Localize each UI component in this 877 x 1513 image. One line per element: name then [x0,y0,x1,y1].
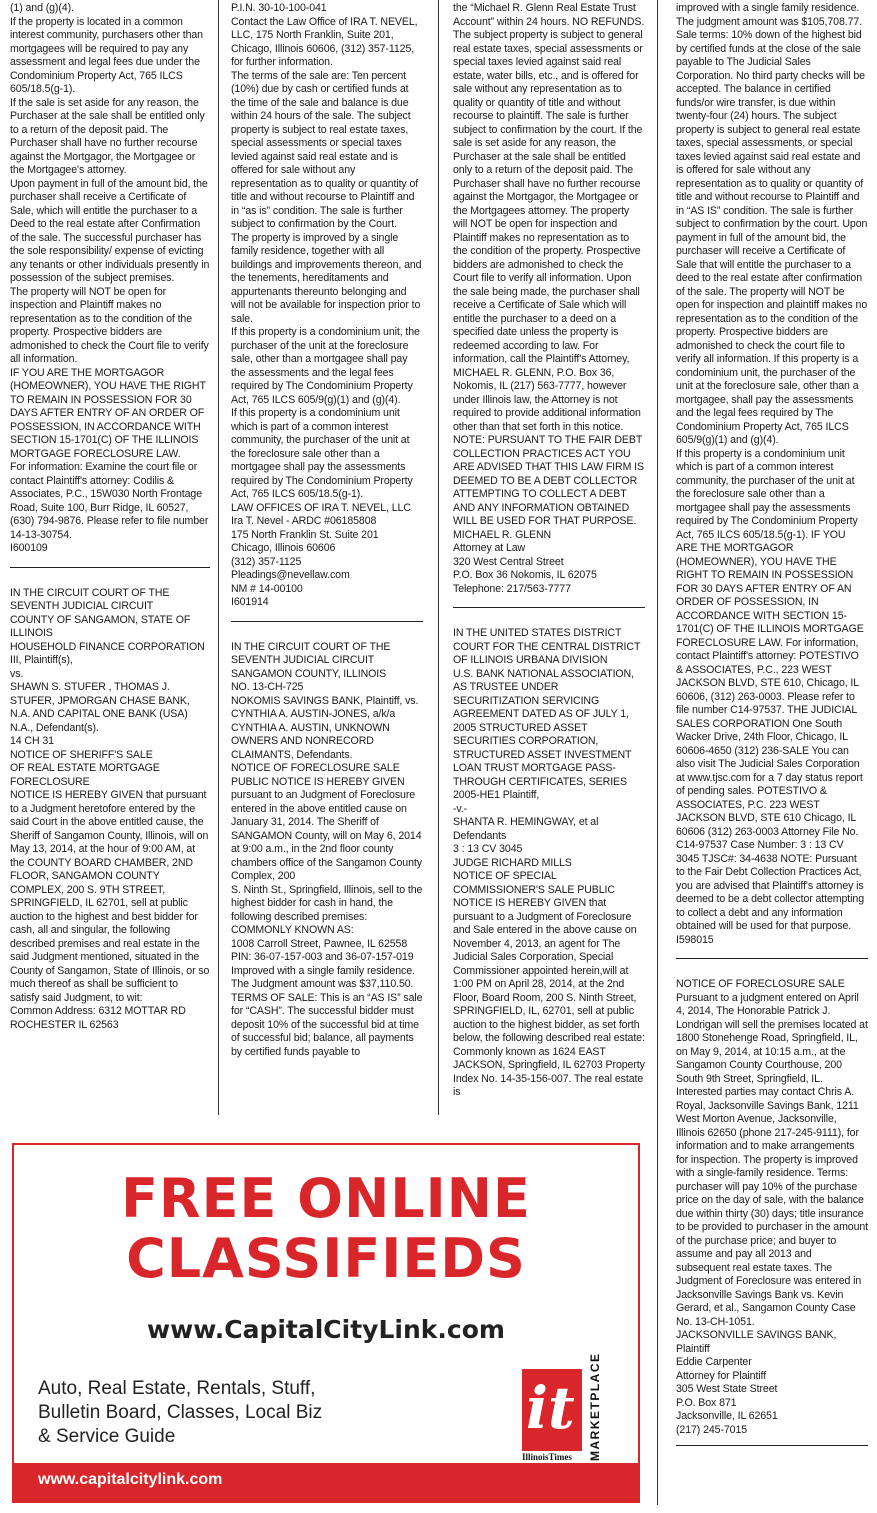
column-divider [218,0,219,1115]
legal-notice-austin: IN THE CIRCUIT COURT OF THE SEVENTH JUDICIAL CIRCUIT SANGAMON COUNTY, ILLINOIS NO. 13-CH-725 NOKOMIS SAVINGS BANK, Plaintiff, vs. CYNTHIA A. AUSTIN-JONES, a/k/a CYNTHIA A. AUSTIN, UNKNOWN OWNERS AND NONRECORD CLAIMANTS, Defendants. NOTICE OF FORECLOSURE SALE PUBLIC NOTICE IS HEREBY GIVEN pursuant to an Judgment of Foreclosure entered in the above entitled cause on January 31, 2014. The Sheriff of SANGAMON County, will on May 6, 2014 at 9:00 a.m., in the 2nd floor county chambers office of the Sangamon County Complex, 200 S. Ninth St., Springfield, Illinois, sell to the highest bidder for cash in hand, the following described premises: COMMONLY KNOWN AS: 1008 Carroll Street, Pawnee, IL 62558 PIN: 36-07-157-003 and 36-07-157-019 Improved with a single family residence. The Judgment amount was $37,110.50. TERMS OF SALE: This is an “AS IS” sale for “CASH”. The successful bidder must deposit 10% of the successful bid at time of successful bid; balance, all payments by certified funds payable to [231,640,423,1058]
ad-footer-link[interactable]: www.capitalcitylink.com [38,1471,223,1488]
notice-divider [10,567,210,568]
ad-website-link[interactable]: www.CapitalCityLink.com [147,1315,505,1344]
ad-headline-line-2: CLASSIFIEDS [126,1227,526,1290]
classifieds-ad[interactable] [12,1143,640,1503]
legal-notice-glenn: the “Michael R. Glenn Real Estate Trust Account” within 24 hours. NO REFUNDS. The subject property is subject to general real estate taxes, special assessments or special taxes levied against said real estate, water bills, etc., and is offered for sale without any representation as to quality or quantity of title and without recourse to plaintiff. The sale is further subject to confirmation by the court. If the sale is set aside for any reason, the Purchaser at the sale shall be entitled only to a return of the deposit paid. The Purchaser shall have no further recourse against the Mortgagor, the Mortgagee or the Mortgagees attorney. The property will NOT be open for inspection and Plaintiff makes no representation as to the condition of the property. Prospective bidders are admonished to check the Court file to verify all information. Upon the sale being made, the purchaser shall receive a Certificate of Sale which will entitle the purchaser to a deed on a specified date unless the property is redeemed according to law. For information, call the Plaintiff's Attorney, MICHAEL R. GLENN, P.O. Box 36, Nokomis, IL (217) 563-7777, however under Illinois law, the Attorney is not required to provide additional information other than that set forth in this notice. NOTE: PURSUANT TO THE FAIR DEBT COLLECTION PRACTICES ACT YOU ARE ADVISED THAT THIS LAW FIRM IS DEEMED TO BE A DEBT COLLECTOR ATTEMPTING TO COLLECT A DEBT AND ANY INFORMATION OBTAINED WILL BE USED FOR THAT PURPOSE. MICHAEL R. GLENN Attorney at Law 320 West Central Street P.O. Box 36 Nokomis, IL 62075 Telephone: 217/563-7777 [453,2,645,595]
logo-wordmark: IllinoisTimes [522,1452,572,1462]
ad-categories: Auto, Real Estate, Rentals, Stuff, Bulletin Board, Classes, Local Biz & Service Guide [38,1378,323,1447]
notice-divider [231,621,423,622]
legal-column-4 [676,2,868,1465]
legal-notice-nevel: P.I.N. 30-10-100-041 Contact the Law Office of IRA T. NEVEL, LLC, 175 North Franklin, Suite 201, Chicago, Illinois 60606, (312) 357-1125, for further information. The terms of the sale are: Ten percent (10%) due by cash or certified funds at the time of the sale and balance is due within 24 hours of the sale. The subject property is subject to real estate taxes, special assessments or special taxes levied against said real estate and is offered for sale without any representation as to quality or quantity of title and without recourse to Plaintiff and in “as is” condition. The sale is further subject to confirmation by the Court. The property is improved by a single family residence, together with all buildings and improvements thereon, and the tenements, hereditaments and appurtenants thereunto belonging and will not be available for inspection prior to sale. If this property is a condominium unit, the purchaser of the unit at the foreclosure sale, other than a mortgagee shall pay the assessments and the legal fees required by The Condominium Property Act, 765 ILCS 605/9(g)(1) and (g)(4). If this property is a condominium unit which is part of a common interest community, the purchaser of the unit at the foreclosure sale other than a mortgagee shall pay the assessments required by The Condominium Property Act, 765 ILCS 605/18.5(g-1). LAW OFFICES OF IRA T. NEVEL, LLC Ira T. Nevel - ARDC #06185808 175 North Franklin St. Suite 201 Chicago, Illinois 60606 (312) 357-1125 Pleadings@nevellaw.com NM # 14-00100 I601914 [231,2,422,608]
column-divider [657,0,658,1505]
notice-divider [676,958,868,959]
ad-headline [14,1169,638,1289]
legal-column-2 [231,2,423,1059]
column-divider [438,0,439,1115]
legal-notice-potestivo: improved with a single family residence. The judgment amount was $105,708.77. Sale terms: 10% down of the highest bid by certified funds at the close of the sale payable to The Judicial Sales Corporation. No third party checks will be accepted. The balance in certified funds/or wire transfer, is due within twenty-four (24) hours. The subject property is subject to general real estate taxes, special assessments, or special taxes levied against said real estate and is offered for sale without any representation as to quality or quantity of title and without recourse to Plaintiff and in “AS IS” condition. The sale is further subject to confirmation by the court. Upon payment in full of the amount bid, the purchaser will receive a Certificate of Sale that will entitle the purchaser to a deed to the real estate after confirmation of the sale. The property will NOT be open for inspection and plaintiff makes no representation as to the condition of the property. Prospective bidders are admonished to check the court file to verify all information. If this property is a condominium unit, the purchaser of the unit at the foreclosure sale, other than a mortgagee, shall pay the assessments and the legal fees required by The Condominium Property Act, 765 ILCS 605/9(g)(1) and (g)(4). If this property is a condominium unit which is part of a common interest community, the purchaser of the unit at the foreclosure sale other than a mortgagee shall pay the assessments required by The Condominium Property Act, 765 ILCS 605/18.5(g-1). IF YOU ARE THE MORTGAGOR (HOMEOWNER), YOU HAVE THE RIGHT TO REMAIN IN POSSESSION FOR 30 DAYS AFTER ENTRY OF AN ORDER OF POSSESSION, IN ACCORDANCE WITH SECTION 15-1701(C) OF THE ILLINOIS MORTGAGE FORECLOSURE LAW. For information, contact Plaintiff's attorney: POTESTIVO & ASSOCIATES, P.C., 223 WEST JACKSON BLVD, STE 610, Chicago, IL 60606, (312) 263-0003. Please refer to file number C14-97537. THE JUDICIAL SALES CORPORATION One South Wacker Drive, 24th Floor, Chicago, IL 60606-4650 (312) 236-SALE You can also visit The Judicial Sales Corporation at www.tjsc.com for a 7 day status report of pending sales. POTESTIVO & ASSOCIATES, P.C. 223 WEST JACKSON BLVD, STE 610 Chicago, IL 60606 (312) 263-0003 Attorney File No. C14-97537 Case Number: 3 : 13 CV 3045 TJSC#: 34-4638 NOTE: Pursuant to the Fair Debt Collection Practices Act, you are advised that Plaintiff's attorney is deemed to be a debt collector attempting to collect a debt and any information obtained will be used for that purpose. I598015 [676,2,868,946]
legal-notice-jacksonville: NOTICE OF FORECLOSURE SALE Pursuant to a judgment entered on April 4, 2014, The Honorable Patrick J. Londrigan will sell the premises located at 1800 Stonehenge Road, Springfield, IL, on May 9, 2014, at 10:15 a.m., at the Sangamon County Courthouse, 200 South 9th Street, Springfield, IL. Interested parties may contact Chris A. Royal, Jacksonville Savings Bank, 1211 West Morton Avenue, Jacksonville, Illinois 62650 (phone 217-245-9111), for information and to make arrangements for inspection. The property is improved with a single-family residence. Terms: purchaser will pay 10% of the purchase price on the day of sale, with the balance due within thirty (30) days; title insurance to be provided to purchaser in the amount of the purchase price; and buyer to assume and pay all 2013 and subsequent real estate taxes. The Judgment of Foreclosure was entered in Jacksonville Savings Bank vs. Kevin Gerard, et al., Sangamon County Case No. 13-CH-1051. JACKSONVILLE SAVINGS BANK, Plaintiff Eddie Carpenter Attorney for Plaintiff 305 West State Street P.O. Box 871 Jacksonville, IL 62651 (217) 245-7015 [676,978,869,1436]
ad-headline-line-1: FREE ONLINE [121,1167,531,1230]
legal-column-3 [453,2,645,1100]
illinois-times-marketplace-logo [522,1352,622,1467]
notice-divider [676,1445,868,1446]
ad-footer-bar [14,1463,638,1501]
legal-notice-codilis: (1) and (g)(4). If the property is located in a common interest community, purchasers other than mortgagees will be required to pay any assessment and legal fees due under the Condominium Property Act, 765 ILCS 605/18.5(g-1). If the sale is set aside for any reason, the Purchaser at the sale shall be entitled only to a return of the deposit paid. The Purchaser shall have no further recourse against the Mortgagor, the Mortgagee or the Mortgagee's attorney. Upon payment in full of the amount bid, the purchaser shall receive a Certificate of Sale, which will entitle the purchaser to a Deed to the real estate after Confirmation of the sale. The successful purchaser has the sole responsibility/ expense of evicting any tenants or other individuals presently in possession of the subject premises. The property will NOT be open for inspection and Plaintiff makes no representation as to the condition of the property. Prospective bidders are admonished to check the Court file to verify all information. IF YOU ARE THE MORTGAGOR (HOMEOWNER), YOU HAVE THE RIGHT TO REMAIN IN POSSESSION FOR 30 DAYS AFTER ENTRY OF AN ORDER OF POSSESSION, IN ACCORDANCE WITH SECTION 15-1701(C) OF THE ILLINOIS MORTGAGE FORECLOSURE LAW. For information: Examine the court file or contact Plaintiff's attorney: Codilis & Associates, P.C., 15W030 North Frontage Road, Suite 100, Burr Ridge, IL 60527, (630) 794-9876. Please refer to file number 14-13-30754. I600109 [10,2,210,554]
logo-marketplace-label: MARKETPLACE [588,1352,602,1461]
legal-notice-hemingway: IN THE UNITED STATES DISTRICT COURT FOR THE CENTRAL DISTRICT OF ILLINOIS URBANA DIVISION U.S. BANK NATIONAL ASSOCIATION, AS TRUSTEE UNDER SECURITIZATION SERVICING AGREEMENT DATED AS OF JULY 1, 2005 STRUCTURED ASSET SECURITIES CORPORATION, STRUCTURED ASSET INVESTMENT LOAN TRUST MORTGAGE PASS-THROUGH CERTIFICATES, SERIES 2005-HE1 Plaintiff, -v.- SHANTA R. HEMINGWAY, et al Defendants 3 : 13 CV 3045 JUDGE RICHARD MILLS NOTICE OF SPECIAL COMMISSIONER'S SALE PUBLIC NOTICE IS HEREBY GIVEN that pursuant to a Judgment of Foreclosure and Sale entered in the above cause on November 4, 2013, an agent for The Judicial Sales Corporation, Special Commissioner appointed herein,will at 1:00 PM on April 28, 2014, at the 2nd Floor, Board Room, 200 S. Ninth Street, SPRINGFIELD, IL, 62701, sell at public auction to the highest bidder, as set forth below, the following described real estate: Commonly known as 1624 EAST JACKSON, Springfield, IL 62703 Property Index No. 14-35-156-007. The real estate is [453,627,645,1098]
notice-divider [453,607,645,608]
logo-red-box [522,1369,582,1451]
logo-it-mark: it [526,1374,575,1442]
legal-column-1 [10,2,210,1032]
legal-notice-stufer: IN THE CIRCUIT COURT OF THE SEVENTH JUDICIAL CIRCUIT COUNTY OF SANGAMON, STATE OF ILLINOIS HOUSEHOLD FINANCE CORPORATION III, Plaintiff(s), vs. SHAWN S. STUFER , THOMAS J. STUFER, JPMORGAN CHASE BANK, N.A. AND CAPITAL ONE BANK (USA) N.A., Defendant(s). 14 CH 31 NOTICE OF SHERIFF'S SALE OF REAL ESTATE MORTGAGE FORECLOSURE NOTICE IS HEREBY GIVEN that pursuant to a Judgment heretofore entered by the said Court in the above entitled cause, the Sheriff of Sangamon County, Illinois, will on May 13, 2014, at the hour of 9:00 AM, at the COUNTY BOARD CHAMBER, 2ND FLOOR, SANGAMON COUNTY COMPLEX, 200 S. 9TH STREET, SPRINGFIELD, IL 62701, sell at public auction to the highest and best bidder for cash, all and singular, the following described premises and real estate in the said Judgment mentioned, situated in the County of Sangamon, State of Illinois, or so much thereof as shall be sufficient to satisfy said Judgment, to wit: Common Address: 6312 MOTTAR RD ROCHESTER IL 62563 [10,586,210,1031]
